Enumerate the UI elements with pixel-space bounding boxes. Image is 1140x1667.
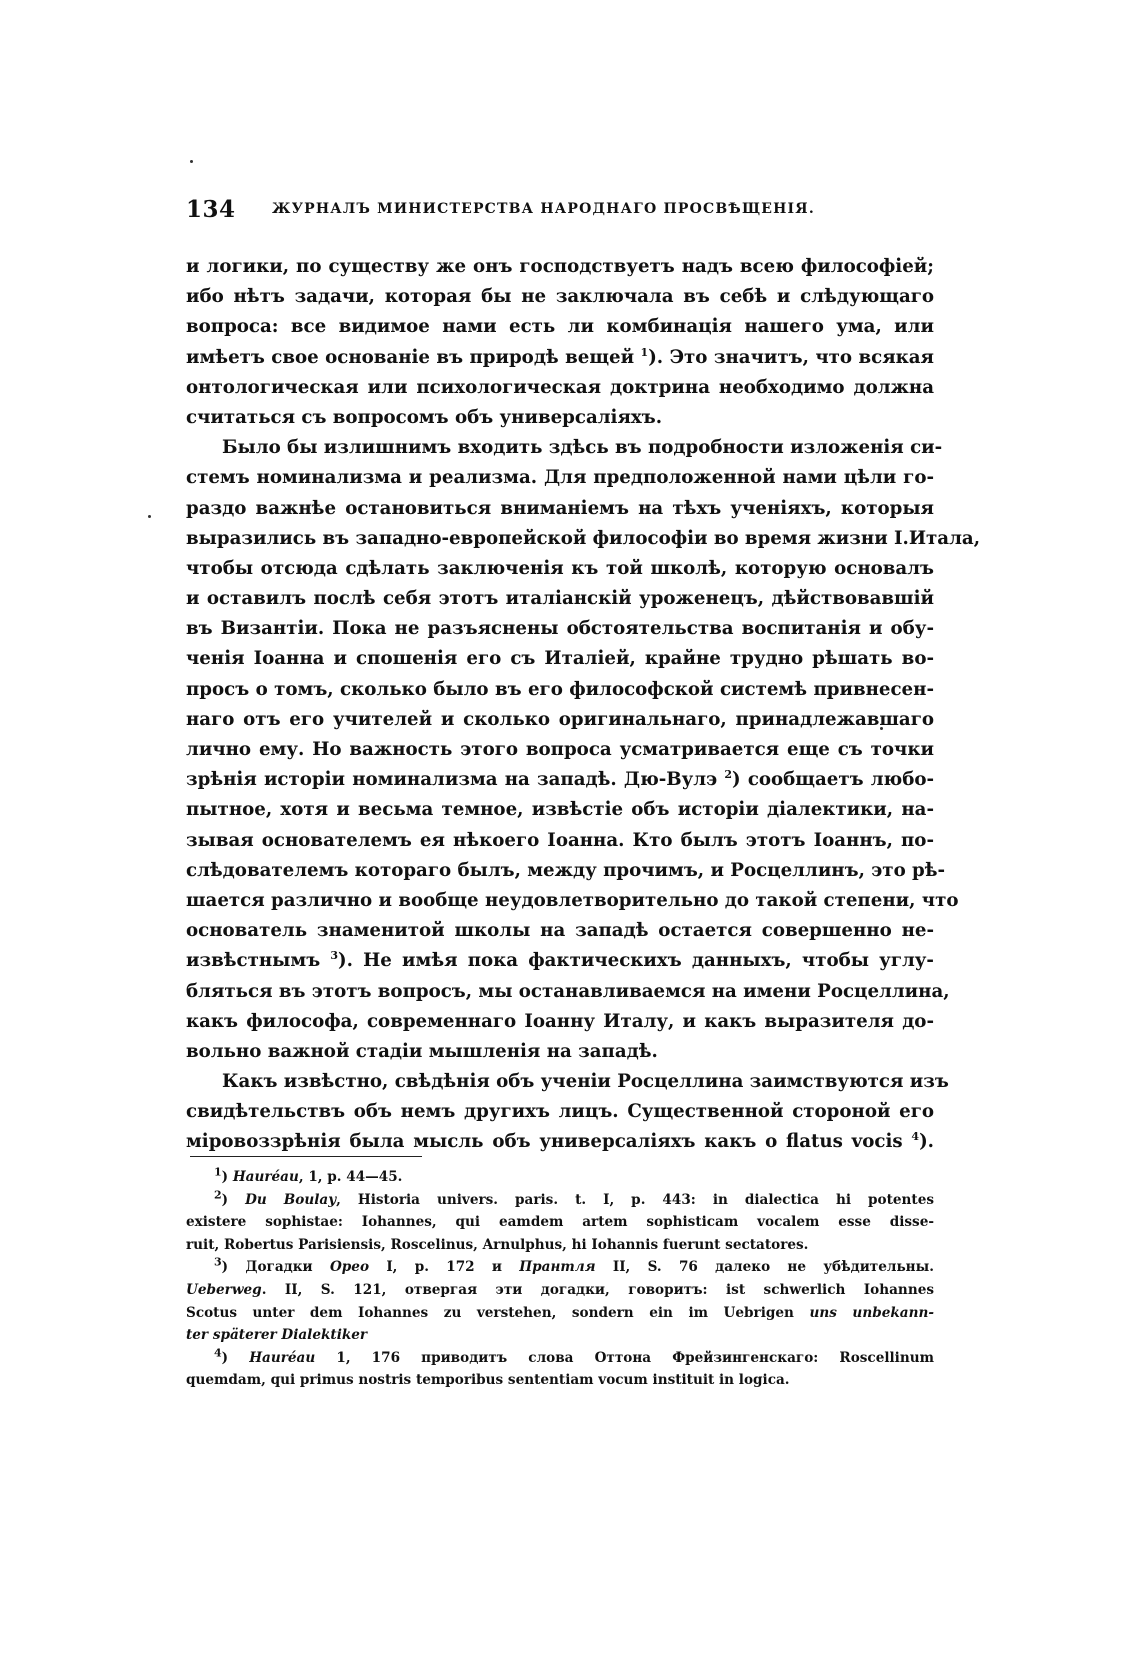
footnote-text: 1, 176 приводитъ слова Оттона Фрейзингенскаго: Roscellinum <box>315 1349 934 1366</box>
footnote-author: Hauréau <box>249 1349 316 1366</box>
text-line: шается различно и вообще неудовлетворительно до такой степени, что <box>186 889 959 911</box>
text-line: зывая основателемъ ея нѣкоего Іоанна. Кто былъ этотъ Іоаннъ, по- <box>186 829 934 851</box>
text-fragment: имѣетъ свое основаніе въ природѣ вещей <box>186 346 635 368</box>
text-fragment: извѣстнымъ <box>186 950 321 972</box>
page-number: 134 <box>186 196 236 223</box>
text-line <box>186 343 934 373</box>
footnote-text: I, p. 172 и <box>369 1259 520 1276</box>
text-line: раздо важнѣе остановиться вниманіемъ на тѣхъ ученіяхъ, которыя <box>186 497 934 519</box>
footnote-ref-4[interactable]: 4 <box>911 1130 920 1144</box>
footnote-3: $^3$) Догадки Opeo I, p. 172 и Прантля II, S. 76 далеко не убѣдительны. <box>214 1255 934 1276</box>
text-line <box>186 1127 934 1157</box>
text-line: свидѣтельствъ объ немъ другихъ лицъ. Существенной стороной его <box>186 1101 934 1123</box>
footnote-author: Opeo <box>329 1259 370 1276</box>
footnote-mark: 4 <box>214 1346 222 1360</box>
text-line: наго отъ его учителей и сколько оригинальнаго, принадлежавшаго <box>186 708 934 730</box>
footnote-author: Прантля <box>519 1259 596 1276</box>
text-line: и логики, по существу же онъ господствуетъ надъ всею философіей; <box>186 256 934 277</box>
footnote-4: $^4$) Hauréau 1, 176 приводитъ слова Оттона Фрейзингенскаго: Roscellinum <box>214 1346 934 1366</box>
text-line: пытное, хотя и весьма темное, извѣстіе объ исторіи діалектики, на- <box>186 799 934 821</box>
footnote-2-line: existere sophistae: Iohannes, qui eamdem artem sophisticam vocalem esse disse- <box>186 1214 934 1231</box>
body-text <box>186 252 981 1158</box>
text-line <box>186 765 934 795</box>
footnote-ref-1[interactable]: 1 <box>640 345 649 359</box>
footnote-2: $^2$) Du Boulay, Historia univers. paris. t. I, p. 443: in dialectica hi potentes <box>214 1188 935 1208</box>
text-line: вольно важной стадіи мышленія на западѣ. <box>186 1040 658 1062</box>
text-line: Какъ извѣстно, свѣдѣнія объ ученіи Росцеллина заимствуются изъ <box>222 1071 949 1093</box>
text-line: онтологическая или психологическая доктрина необходимо должна <box>186 376 934 398</box>
text-line: вопроса: все видимое нами есть ли комбинація нашего ума, или <box>186 316 934 338</box>
footnote-mark: 3 <box>214 1255 222 1269</box>
text-line: чтобы отсюда сдѣлать заключенія къ той школѣ, которую основалъ <box>186 557 934 579</box>
footnote-text: II, S. 76 далеко не убѣдительны. <box>595 1259 934 1276</box>
footnote-author: Hauréau <box>232 1169 299 1185</box>
footnote-text: , 1, p. 44—45. <box>298 1169 403 1185</box>
footnote-1: $^1$) Hauréau, 1, p. 44—45. <box>214 1165 403 1185</box>
scan-speck <box>148 515 151 518</box>
text-line: лично ему. Но важность этого вопроса усматривается еще съ точки <box>186 739 934 760</box>
footnote-mark: 1 <box>214 1165 222 1179</box>
footnote-text: . II, S. 121, отвергая эти догадки, говоритъ: ist schwerlich Iohannes <box>261 1281 934 1298</box>
text-fragment: зрѣнія исторіи номинализма на западѣ. Дю-Вулэ <box>186 769 718 791</box>
text-line: въ Византіи. Пока не разъяснены обстоятельства воспитанія и обу- <box>186 618 934 640</box>
text-line: и оставилъ послѣ себя этотъ италіанскій уроженецъ, дѣйствовавшій <box>186 588 934 610</box>
footnote-2-line: ruit, Robertus Parisiensis, Roscelinus, Arnulphus, hi Iohannis fuerunt sectatores. <box>186 1236 809 1253</box>
footnote-ref-3[interactable]: 3 <box>330 949 338 963</box>
footnote-divider <box>190 1156 422 1157</box>
footnote-text: Догадки <box>245 1259 330 1276</box>
footnote-3-line <box>186 1302 934 1325</box>
scan-speck <box>190 160 193 163</box>
footnote-author: Du Boulay <box>245 1191 337 1208</box>
text-line: какъ философа, современнаго Іоанну Италу, и какъ выразителя до- <box>186 1010 934 1032</box>
text-line: Было бы излишнимъ входить здѣсь въ подробности изложенія си- <box>222 437 943 459</box>
footnote-text: Scotus unter dem Iohannes zu verstehen, sondern ein im Uebrigen <box>186 1304 794 1321</box>
page-header <box>186 196 946 230</box>
running-title: ЖУРНАЛЪ МИНИСТЕРСТВА НАРОДНАГО ПРОСВѢЩЕНІЯ. <box>272 201 815 217</box>
text-fragment: ). Это значитъ, что всякая <box>648 346 934 368</box>
footnote-3-line: ter späterer Dialektiker <box>186 1327 368 1344</box>
text-line <box>186 946 934 976</box>
text-fragment: міровоззрѣнія была мысль объ универсаліяхъ какъ о flatus vocis <box>186 1131 903 1153</box>
footnotes <box>186 1166 934 1392</box>
text-fragment: ). <box>919 1131 934 1153</box>
footnote-author: Ueberweg <box>186 1281 262 1298</box>
footnote-3-line <box>186 1279 934 1302</box>
text-line: слѣдователемъ котораго былъ, между прочимъ, и Росцеллинъ, это рѣ- <box>186 859 946 881</box>
footnote-text-italic: uns unbekann- <box>793 1304 934 1321</box>
text-line: бляться въ этотъ вопросъ, мы останавливаемся на имени Росцеллина, <box>186 980 950 1002</box>
text-fragment: ). Не имѣя пока фактическихъ данныхъ, чтобы углу- <box>338 950 934 972</box>
footnote-ref-2[interactable]: 2 <box>724 768 733 782</box>
footnote-text: , Historia univers. paris. t. I, p. 443: in dialectica hi potentes <box>336 1191 935 1208</box>
footnote-mark: 2 <box>214 1188 222 1202</box>
text-line: ибо нѣтъ задачи, которая бы не заключала въ себѣ и слѣдующаго <box>186 286 934 308</box>
text-line: основатель знаменитой школы на западѣ остается совершенно не- <box>186 920 934 942</box>
text-line: стемъ номинализма и реализма. Для предположенной нами цѣли го- <box>186 467 934 489</box>
text-line: выразились въ западно-европейской философіи во время жизни І.Итала, <box>186 527 981 549</box>
text-line: просъ о томъ, сколько было въ его философской системѣ привнесен- <box>186 678 934 700</box>
footnote-4-line: quemdam, qui primus nostris temporibus sententiam vocum instituit in logica. <box>186 1372 790 1389</box>
text-line: ченія Іоанна и спошенія его съ Италіей, крайне трудно рѣшать во- <box>186 648 934 670</box>
text-fragment: ) сообщаетъ любо- <box>732 769 934 791</box>
text-line: считаться съ вопросомъ объ универсаліяхъ. <box>186 406 663 428</box>
